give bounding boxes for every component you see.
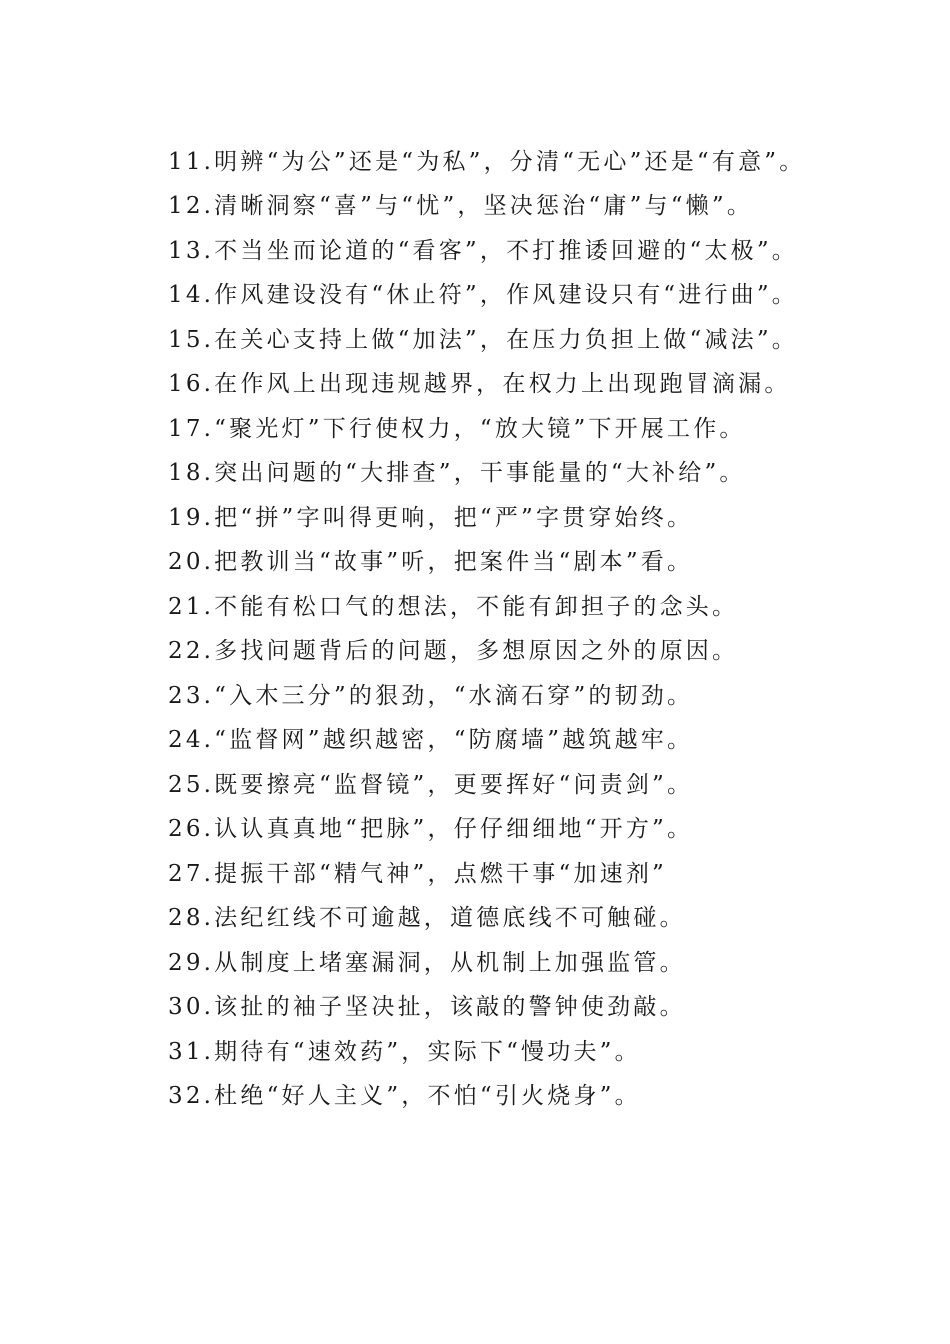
list-item: 20.把教训当“故事”听，把案件当“剧本”看。 [168,549,694,575]
list-item: 25.既要擦亮“监督镜”，更要挥好“问责剑”。 [168,771,694,798]
list-item: 22.多找问题背后的问题，多想原因之外的原因。 [168,638,739,664]
list-item: 16.在作风上出现违规越界，在权力上出现跑冒滴漏。 [168,371,791,397]
list-item: 12.清晰洞察“喜”与“忧”，坚决惩治“庸”与“懒”。 [168,193,754,219]
list-item: 13.不当坐而论道的“看客”，不打推诿回避的“太极”。 [168,237,799,264]
list-item: 26.认认真真地“把脉”，仔仔细细地“开方”。 [168,816,694,842]
list-item: 30.该扯的袖子坚决扯，该敲的警钟使劲敲。 [168,994,686,1020]
list-item: 19.把“拼”字叫得更响，把“严”字贯穿始终。 [168,504,694,531]
list-item: 29.从制度上堵塞漏洞，从机制上加强监管。 [168,949,686,976]
list-item: 28.法纪红线不可逾越，道德底线不可触碰。 [168,905,686,931]
list-item: 17.“聚光灯”下行使权力，“放大镜”下开展工作。 [168,415,746,442]
list-item: 23.“入木三分”的狠劲，“水滴石穿”的韧劲。 [168,682,694,709]
list-item: 21.不能有松口气的想法，不能有卸担子的念头。 [168,593,739,620]
list-item: 18.突出问题的“大排查”，干事能量的“大补给”。 [168,460,746,486]
list-item: 14.作风建设没有“休止符”，作风建设只有“进行曲”。 [168,282,799,308]
list-item: 15.在关心支持上做“加法”，在压力负担上做“减法”。 [168,326,799,353]
list-item: 27.提振干部“精气神”，点燃干事“加速剂” [168,860,668,887]
document-body [120,140,830,1119]
list-item: 24.“监督网”越织越密，“防腐墙”越筑越牢。 [168,727,694,753]
list-item: 11.明辨“为公”还是“为私”，分清“无心”还是“有意”。 [168,149,806,175]
list-item: 31.期待有“速效药”，实际下“慢功夫”。 [168,1038,641,1065]
list-item: 32.杜绝“好人主义”，不怕“引火烧身”。 [168,1083,641,1109]
